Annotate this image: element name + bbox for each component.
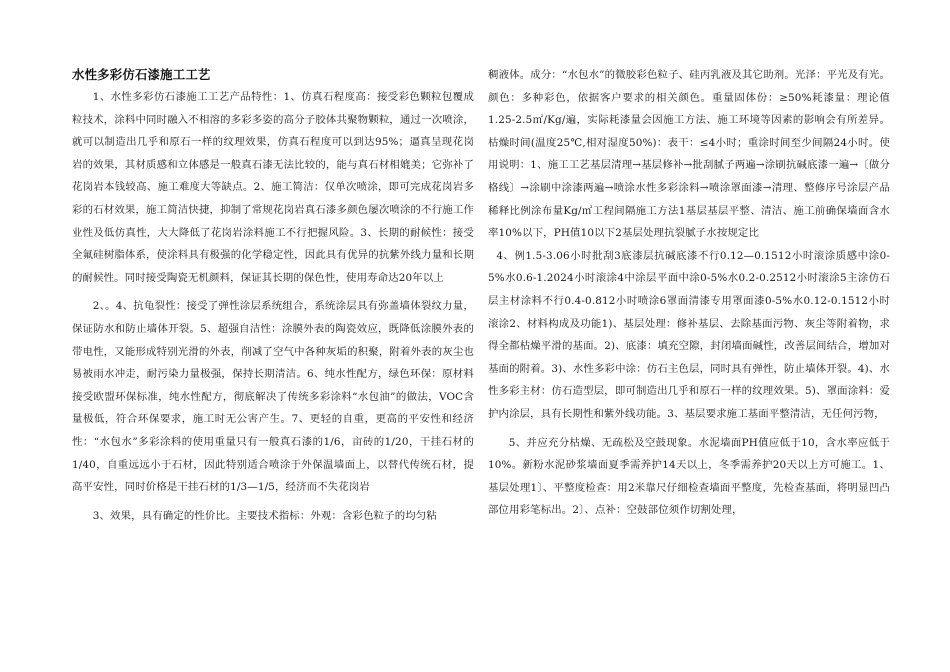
paragraph-construction-steps: 4、例1.5-3.06小时批刮3底漆层抗碱底漆不行0.12—0.1512小时滚涂质感中涂0-5%水0.6-1.2024小时滚涂4中涂层平面中涂0-5%水0.2-0.2512小时滚涂5主涂仿石层主材涂料不行0.4-0.812小时喷涂6罩面清漆专用罩面漆0-5%水0.12-0.1512小时滚涂2、材料构成及功能1)、基层处理：修补基层、去除基面污物、灰尘等附着物，求得全都枯燥平滑的基面。2)、底漆：填充空隙，封闭墙面碱性，改善层间结合，增加对基面的附着。3)、水性多彩中涂：仿石主色层，同时具有弹性，防止墙体开裂。4)、水性多彩主材：仿石造型层，即可制造出几乎和原石一样的纹理效果。5)、罩面涂料：爱护内涂层，具有长期性和紫外线功能。3、基层要求施工基面平整清洁，无任何污物， [488,249,890,420]
paragraph-properties: 1、水性多彩仿石漆施工工艺产品特性：1、仿真石程度高：接受彩色颗粒包覆成粒技术，涂料中同时融入不相溶的多彩多姿的高分子胶体共聚物颗粒，通过一次喷涂，就可以制造出几乎和原石一样的纹理效果，仿真石程度可以到达95%；逼真呈现花岗岩的效果，其材质感和立体感是一般真石漆无法比较的，能与真石材相媲美；它弥补了花岗岩本钱较高、施工难度大等缺点。2、施工简洁：仅单次喷涂，即可完成花岗岩多彩的石材效果，施工简洁快捷，抑制了常规花岗岩真石漆多颜色屡次喷涂的不行施工作业性及低仿真性，大大降低了花岗岩涂料施工不行把握风险。3、长期的耐候性：接受全氟硅树脂体系，使涂料具有极强的化学稳定性，因此具有优异的抗紫外线力量和长期的耐候性。同时接受陶瓷无机颜料，保证其长期的保色性，使用寿命达20年以上 [72,91,474,284]
paragraph-technical-indicators: 3、效果，具有确定的性价比。主要技术指标：外观：含彩色粒子的均匀粘 [92,509,437,522]
paragraph-crack-resistance: 2、。4、抗龟裂性：接受了弹性涂层系统组合，系统涂层具有弥盖墙体裂纹力量，保证防水和防止墙体开裂。5、超强自洁性：涂膜外表的陶瓷效应，既降低涂膜外表的带电性，又能形成特别光滑的外表，削减了空气中各种灰垢的积聚，附着外表的灰尘也易被雨水冲走，耐污染力量极强，保持长期清洁。6、纯水性配方，绿色环保：原材料接受欧盟环保标准，纯水性配方，彻底解决了传统多彩涂料“水包油”的做法，VOC含量极低，符合环保要求，施工时无公害产生。7、更轻的自重，更高的平安性和经济性：“水包水”多彩涂料的使用重量只有一般真石漆的1/6，亩砖的1/20，干挂石材的1/40，自重远远小于石材，因此特别适合喷涂于外保温墙面上，以替代传统石材，提高平安性，同时价格是干挂石材的1/3—1/5，经济而不失花岗岩 [72,300,474,494]
paragraph-base-requirements: 5、并应充分枯燥、无疏松及空鼓现象。水泥墙面PH值应低于10，含水率应低于10%。新粉水泥砂浆墙面夏季需养护14天以上，冬季需养护20天以上方可施工。1、基层处理1〕、平整度检查：用2米靠尺仔细检查墙面平整度，先检查基面，将明显凹凸部位用彩笔标出。2〕、点补：空鼓部位须作切割处理， [488,436,890,517]
right-column [488,64,890,664]
document-title: 水性多彩仿石漆施工工艺 [72,67,211,82]
paragraph-composition: 稠液体。成分：“水包水”的微胶彩色粒子、硅丙乳液及其它助剂。光泽：平光及有光。颜色：多种彩色，依据客户要求的相关颜色。重量固体份：≥50%耗漆量：理论值1.25-2.5㎡/Kg/遍，实际耗漆量会因施工方法、施工环境等因素的影响会有所差异。枯燥时间(温度25℃,相对湿度50%)：表干：≤4小时；重涂时间至少间隔24小时。使用说明：1、施工工艺基层清理→基层修补→批刮腻子两遍→涂刷抗碱底漆一遍→〔做分格线〕→涂刷中涂漆两遍→喷涂水性多彩涂料→喷涂罩面漆→清理、整修序号涂层产品稀释比例涂布量Kg/㎡工程间隔施工方法1基层基层平整、清洁、施工前确保墙面含水率10%以下，PH值10以下2基层处理抗裂腻子水按规定比 [488,69,890,240]
left-column [72,62,474,662]
